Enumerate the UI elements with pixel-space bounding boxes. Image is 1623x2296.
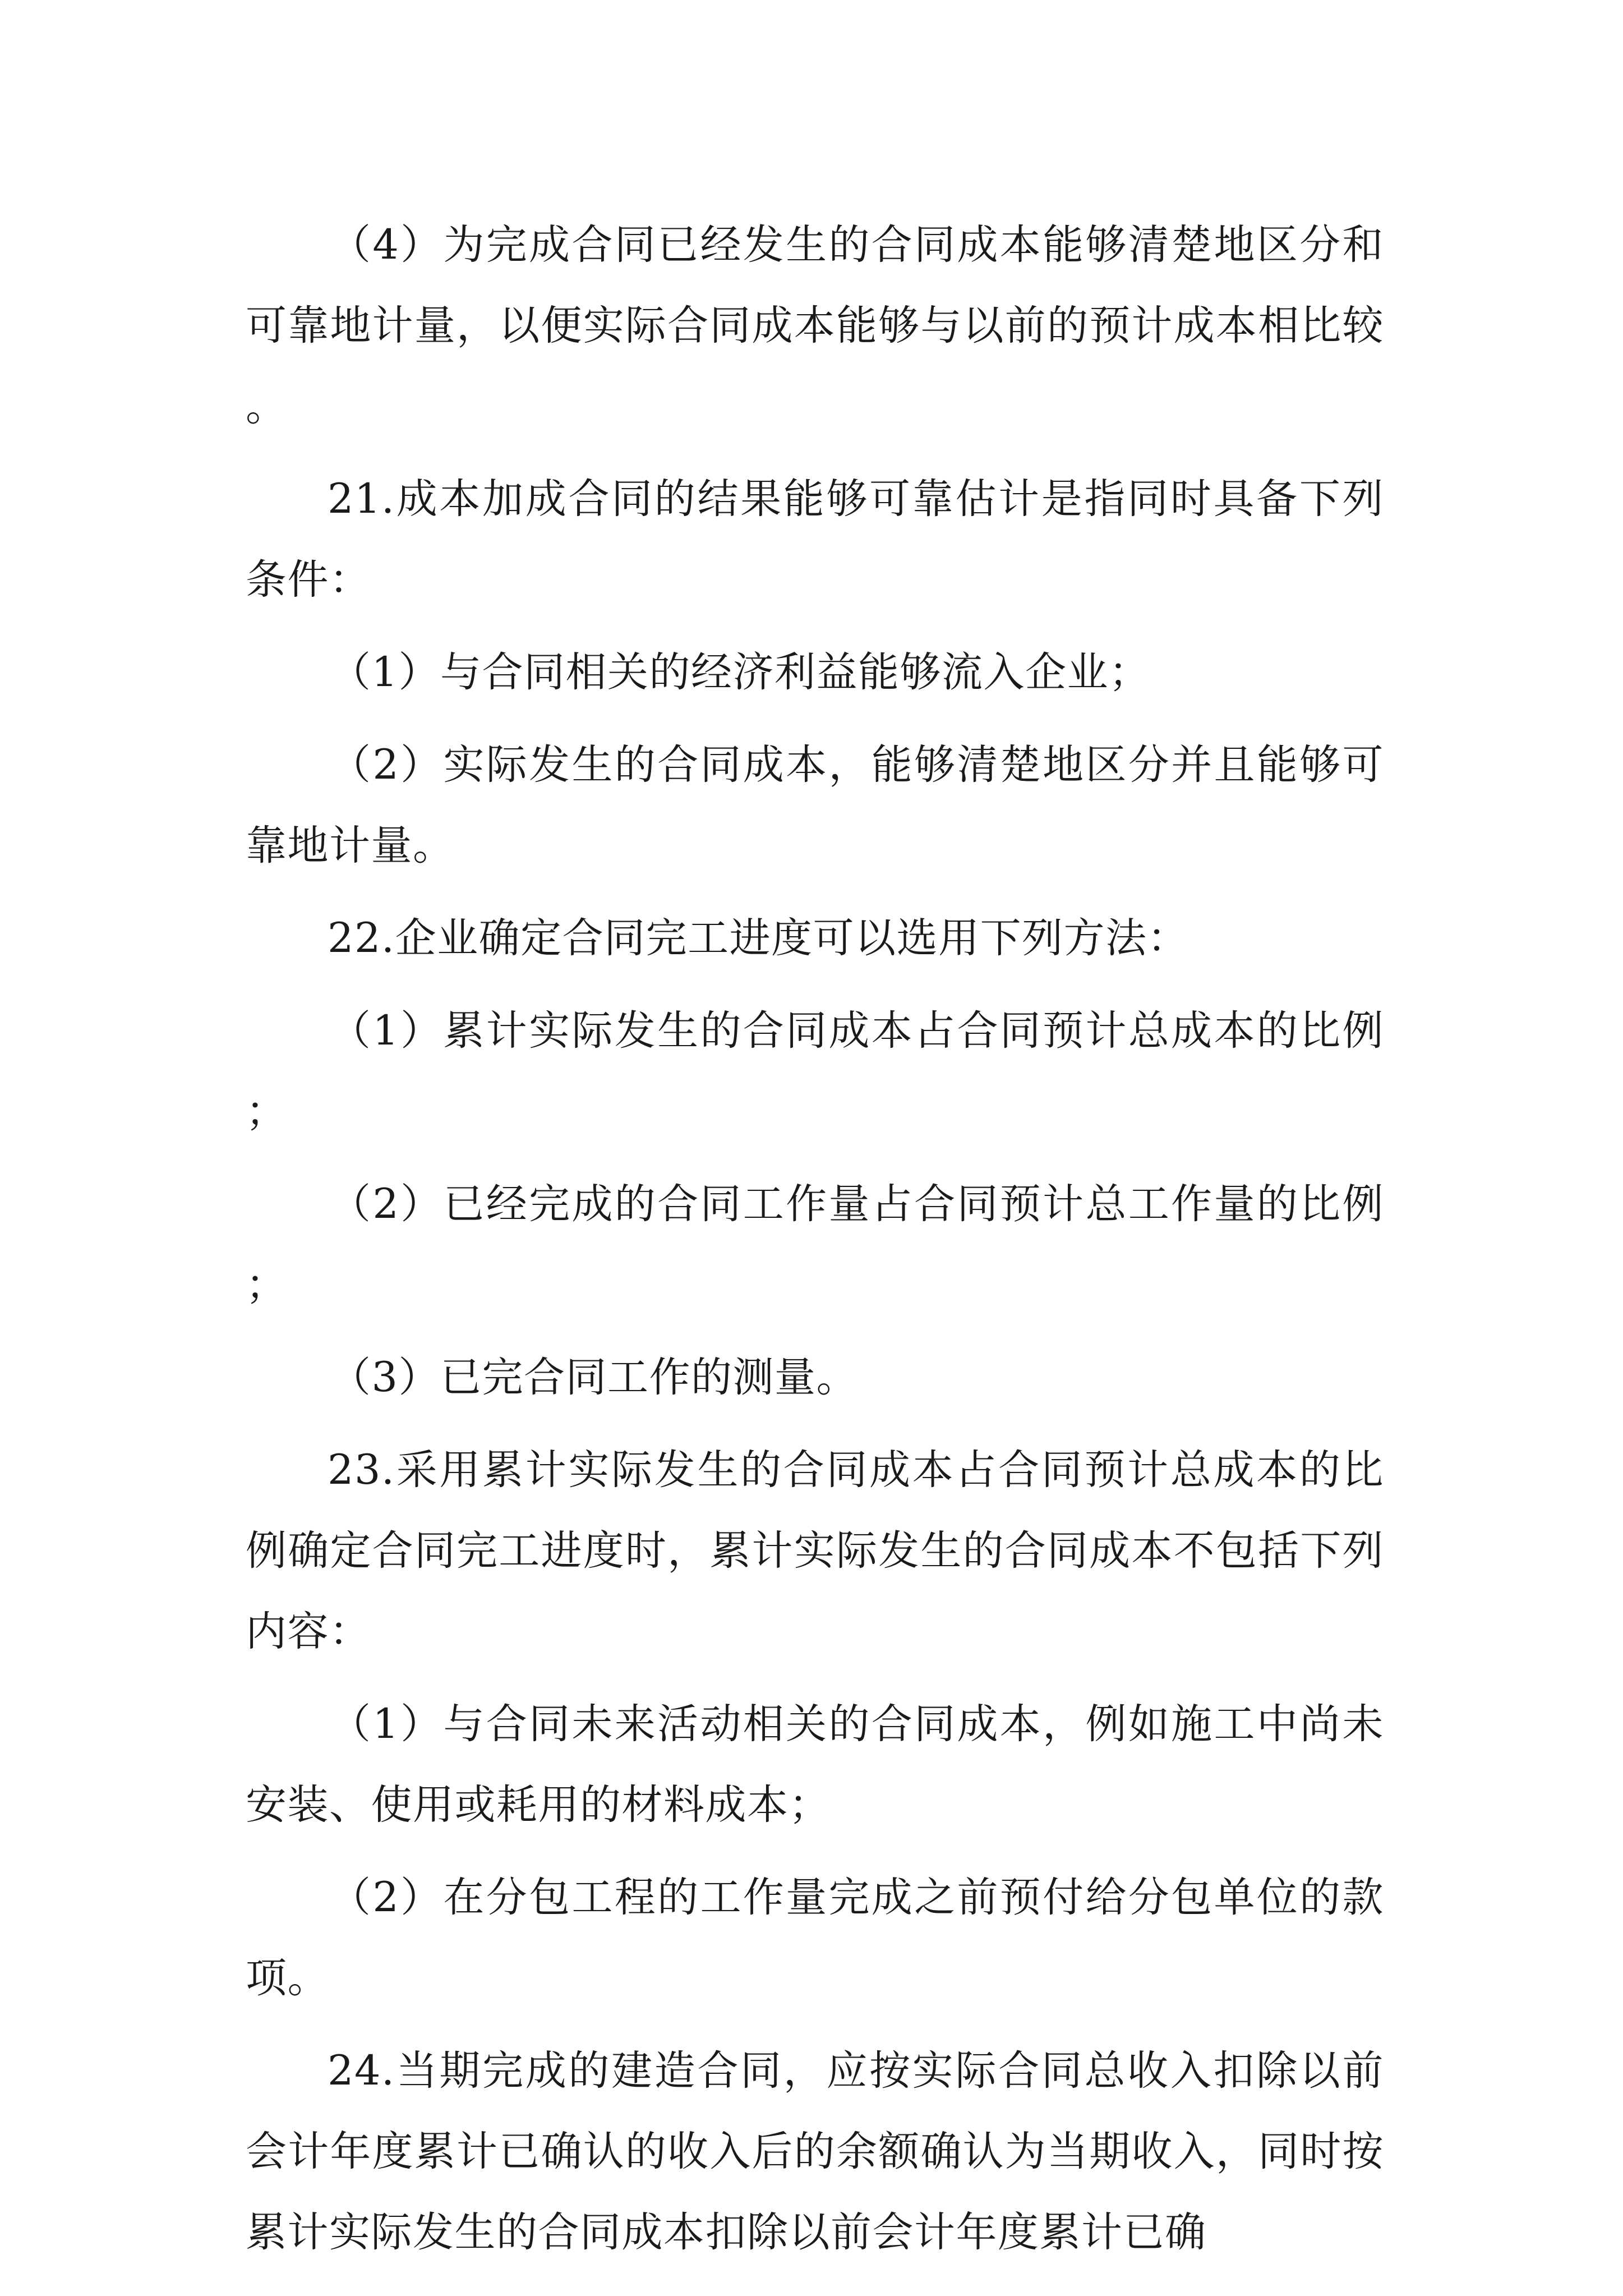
- paragraph-clause-22-item-3: （3）已完合同工作的测量。: [330, 1354, 858, 1401]
- paragraph-clause-23-item-2: （2）在分包工程的工作量完成之前预付给分包单位的款项。: [246, 1874, 1384, 2002]
- paragraph-clause-21-item-1: （1）与合同相关的经济利益能够流入企业；: [330, 648, 1151, 696]
- paragraph-clause-21-item-2: （2）实际发生的合同成本，能够清楚地区分并且能够可靠地计量。: [246, 741, 1384, 869]
- document-body: [246, 205, 1384, 2285]
- paragraph-clause-22-item-1: （1）累计实际发生的合同成本占合同预计总成本的比例；: [246, 1007, 1384, 1135]
- paragraph-clause-21: 21.成本加成合同的结果能够可靠估计是指同时具备下列条件：: [246, 475, 1384, 604]
- paragraph-clause-22: 22.企业确定合同完工进度可以选用下列方法：: [328, 914, 1189, 962]
- paragraph-clause-22-item-2: （2）已经完成的合同工作量占合同预计总工作量的比例；: [246, 1180, 1384, 1309]
- paragraph-clause-23-item-1: （1）与合同未来活动相关的合同成本，例如施工中尚未安装、使用或耗用的材料成本；: [246, 1700, 1384, 1829]
- paragraph-clause-24: 24.当期完成的建造合同，应按实际合同总收入扣除以前会计年度累计已确认的收入后的余额确认为当期收入，同时按累计实际发生的合同成本扣除以前会计年度累计已确: [246, 2047, 1384, 2256]
- paragraph-condition-4: （4）为完成合同已经发生的合同成本能够清楚地区分和可靠地计量，以便实际合同成本能够与以前的预计成本相比较。: [246, 221, 1384, 430]
- paragraph-clause-23: 23.采用累计实际发生的合同成本占合同预计总成本的比例确定合同完工进度时，累计实际发生的合同成本不包括下列内容：: [246, 1446, 1384, 1655]
